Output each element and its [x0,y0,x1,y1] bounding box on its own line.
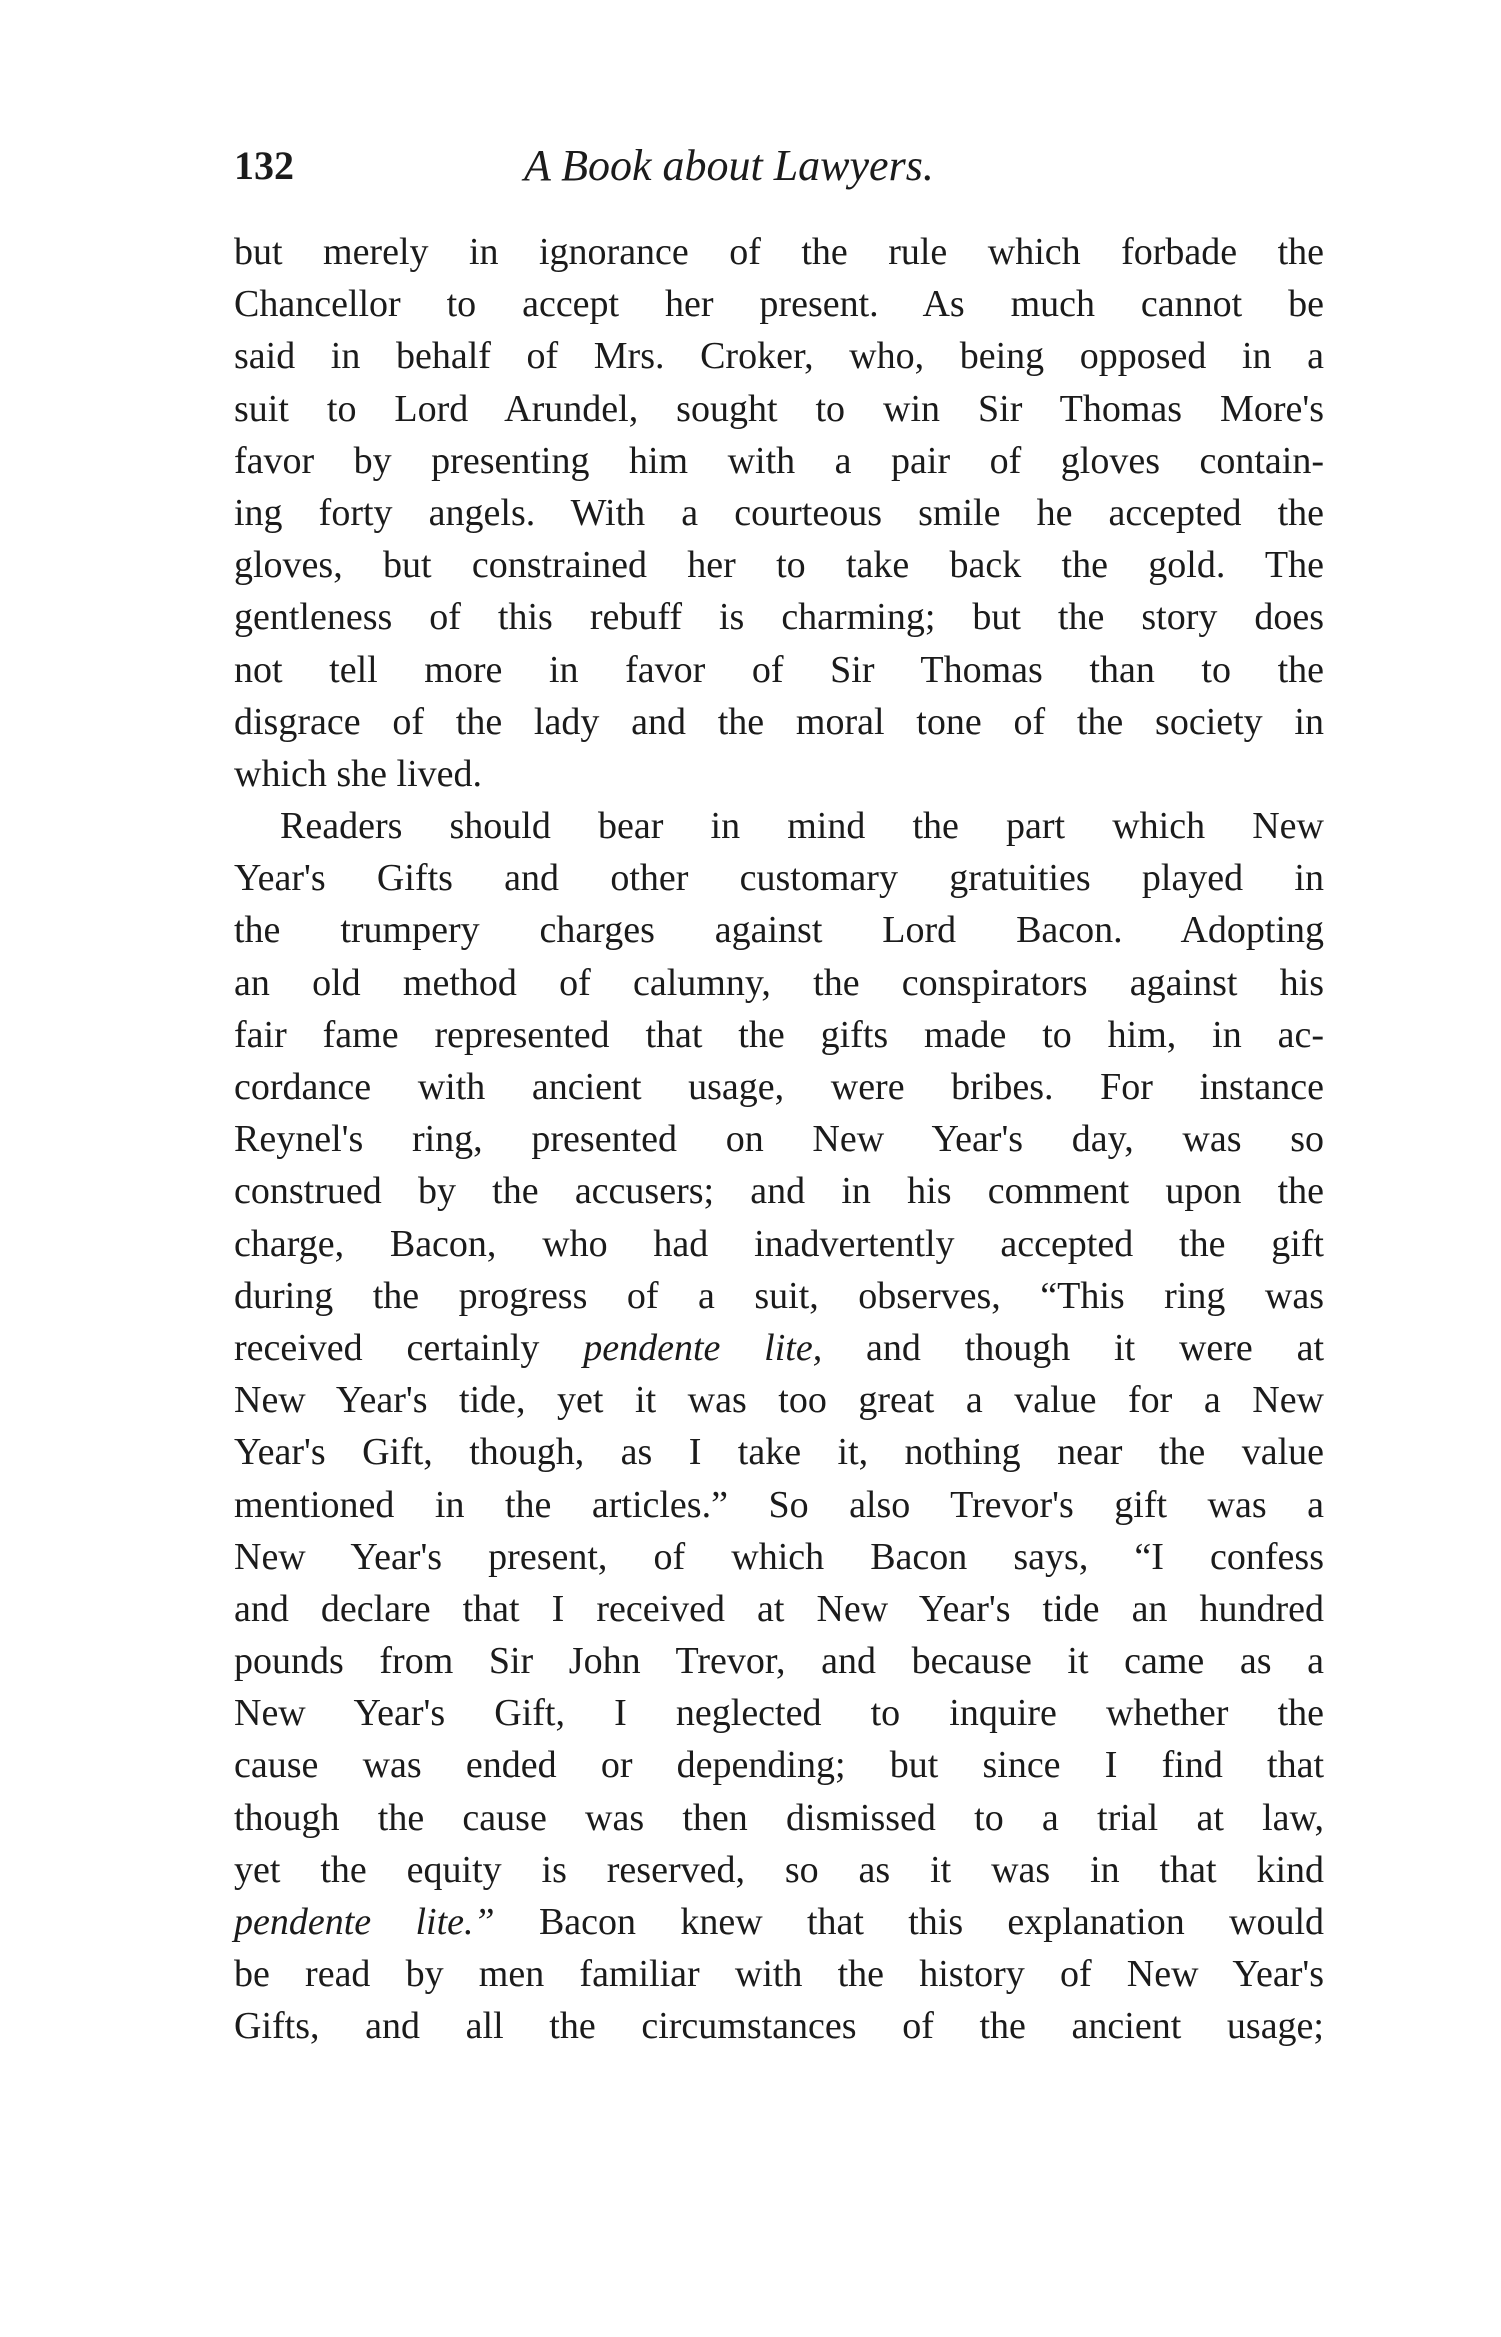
text-line: cordance with ancient usage, were bribes. For instance [234,1066,1324,1108]
running-title: A Book about Lawyers. [524,141,934,190]
text-line: an old method of calumny, the conspirators against his [234,961,1324,1004]
text-line: Chancellor to accept her present. As much cannot be [234,283,1324,326]
text-line: New Year's Gift, I neglected to inquire whether the [234,1692,1324,1735]
body-text [234,226,1324,2053]
line-segment: Bacon knew that this explanation would [538,1901,1325,1943]
italic-phrase: pendente lite.” [234,1901,495,1943]
text-line: yet the equity is reserved, so as it was in that kind [234,1848,1324,1891]
text-line-with-italic [234,1896,1324,1948]
text-line: New Year's present, of which Bacon says, “I confess [234,1535,1324,1578]
text-line: cause was ended or depending; but since I find that [234,1744,1324,1787]
text-line: Reynel's ring, presented on New Year's day, was so [234,1118,1324,1161]
text-line: ing forty angels. With a courteous smile he accepted the [234,491,1324,534]
text-line: said in behalf of Mrs. Croker, who, being opposed in a [234,335,1324,378]
text-line: though the cause was then dismissed to a trial at law, [234,1796,1324,1839]
text-line: and declare that I received at New Year's tide an hundred [234,1587,1324,1630]
text-line: disgrace of the lady and the moral tone of the society in [234,700,1324,743]
text-line: Year's Gift, though, as I take it, nothing near the value [234,1431,1324,1474]
text-line-with-italic [234,1322,1324,1374]
paragraph-start-line: Readers should bear in mind the part which New [280,805,1324,848]
text-line: favor by presenting him with a pair of gloves contain- [234,439,1324,482]
page-header [234,136,1324,196]
italic-phrase: pendente lite, [583,1326,823,1369]
text-line: during the progress of a suit, observes, “This ring was [234,1274,1324,1317]
paragraph-end-line: which she lived. [234,752,483,795]
text-line: be read by men familiar with the history of New Year's [234,1953,1324,1996]
text-line: New Year's tide, yet it was too great a value for a New [234,1379,1324,1422]
text-line: pounds from Sir John Trevor, and because it came as a [234,1640,1324,1683]
text-line: but merely in ignorance of the rule which forbade the [234,231,1324,273]
page-number: 132 [234,143,294,188]
text-line: not tell more in favor of Sir Thomas than to the [234,648,1324,691]
text-line: the trumpery charges against Lord Bacon. Adopting [234,909,1324,952]
line-segment: received certainly [234,1326,540,1369]
text-line: fair fame represented that the gifts made to him, in ac- [234,1013,1324,1056]
text-line: gentleness of this rebuff is charming; but the story does [234,596,1324,639]
text-line: construed by the accusers; and in his comment upon the [234,1170,1324,1213]
text-line: mentioned in the articles.” So also Trevor's gift was a [234,1483,1324,1526]
text-line: Year's Gifts and other customary gratuities played in [234,857,1324,900]
text-line: suit to Lord Arundel, sought to win Sir Thomas More's [234,387,1324,430]
line-segment: and though it were at [866,1326,1325,1369]
text-line: Gifts, and all the circumstances of the ancient usage; [234,2005,1324,2048]
text-line: charge, Bacon, who had inadvertently accepted the gift [234,1222,1324,1265]
text-line: gloves, but constrained her to take back the gold. The [234,544,1324,587]
